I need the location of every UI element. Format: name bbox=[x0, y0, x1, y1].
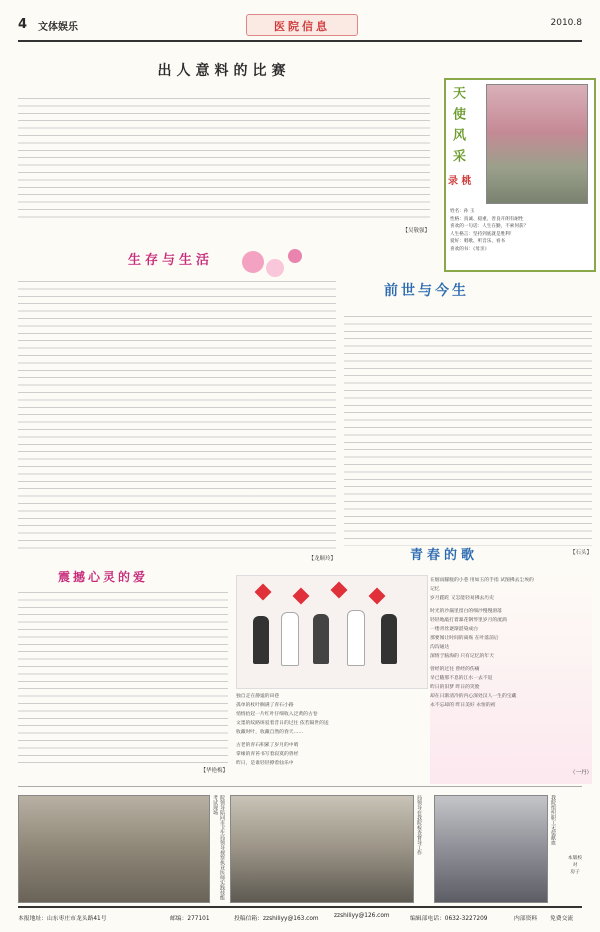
footer-postcode: 邮编：277101 bbox=[170, 916, 210, 922]
footer-email2: zzshiliyy@126.com bbox=[334, 913, 390, 919]
article4-line: 早已随那不息的江水一去不返 bbox=[430, 676, 493, 681]
small-poem-line: 收藏时叶，收藏自然的春天…… bbox=[236, 730, 304, 735]
news-caption: 局领导在我院检查督导工作 bbox=[416, 795, 422, 855]
article4-line: 那要闻让时间的离殇 在叶落前后 bbox=[430, 636, 499, 641]
article5-author: 【华艳梅】 bbox=[200, 768, 228, 774]
profile-motto: 喜欢的一句话：人生在勤，不索何获？ bbox=[450, 224, 529, 229]
news-caption: 我院组织职工无偿献血 bbox=[550, 795, 556, 845]
profile-photo bbox=[486, 84, 588, 204]
proofreader-name: 房子 bbox=[570, 870, 580, 875]
small-poem-line: 古老的青石积累了岁月的中哨 bbox=[236, 743, 299, 748]
article4-lines bbox=[430, 576, 592, 710]
article1-body bbox=[18, 96, 430, 224]
article4-line: 轻轻地敲打着暴花钢琴里岁月的流淌 bbox=[430, 618, 507, 623]
article1-author: 【吴敬强】 bbox=[402, 228, 430, 234]
article4-line: 在烟雨朦胧的小巷 用如玉的手指 试图拂去尘埃的 bbox=[430, 578, 534, 583]
page-number: 4 bbox=[18, 17, 28, 32]
footer-free: 免费交流 bbox=[550, 916, 574, 922]
article4-title: 青春的歌 bbox=[410, 548, 479, 563]
profile-box bbox=[444, 78, 596, 272]
page-header bbox=[18, 8, 582, 40]
article1-title: 出人意料的比赛 bbox=[157, 63, 291, 79]
small-poem-line: 悄悄抬起一片红叶仔细收入泛黄的古卷 bbox=[236, 712, 318, 717]
profile-name: 姓名：孙 玉 bbox=[450, 209, 475, 214]
footer bbox=[18, 906, 582, 926]
news-caption: 院领导陪同市卫生局领导视察执业医师实践技能考试现场 bbox=[212, 795, 225, 900]
article4-line: 一缕青丝逐渐湛染成白 bbox=[430, 627, 478, 632]
proofreader-title: 本版校对 bbox=[567, 856, 583, 868]
issue-date: 2010.8 bbox=[550, 18, 582, 28]
article3-body bbox=[344, 314, 592, 546]
article3-author: 【石头】 bbox=[569, 550, 592, 556]
article4-author: （一丹） bbox=[569, 770, 592, 776]
footer-address: 本报地址：山东枣庄市龙头路41号 bbox=[18, 916, 107, 922]
photo-strip bbox=[18, 786, 582, 905]
article2-author: 【龙顺玲】 bbox=[308, 556, 336, 562]
article2-title: 生存与生活 bbox=[128, 253, 214, 268]
article4-line: 时光的沙漏里留白的细沙慢慢滑落 bbox=[430, 609, 502, 614]
profile-plate: 录 桃 bbox=[448, 176, 472, 187]
profile-info bbox=[450, 208, 590, 253]
proofreader-label bbox=[566, 855, 584, 876]
section-title: 文体娱乐 bbox=[38, 22, 78, 33]
article5-title: 震撼心灵的爱 bbox=[58, 570, 149, 584]
article5-body bbox=[18, 590, 228, 766]
footer-phone: 编辑部电话：0632-3227209 bbox=[410, 916, 488, 922]
small-poem-line: 昨日，是谁轻轻撩着仙乐中 bbox=[236, 761, 294, 766]
profile-hobby: 爱好：唱歌、听音乐、看书 bbox=[450, 239, 506, 244]
article4-line: 记忆 bbox=[430, 587, 440, 592]
small-poem-line: 文墨的纹路斑驳着昔日的过往 依若隔世的送 bbox=[236, 721, 329, 726]
article4-line: 昨日的旧梦 昨日的笑脸 bbox=[430, 685, 480, 690]
profile-banner: 天使风采 bbox=[450, 86, 465, 170]
small-poem bbox=[236, 692, 426, 782]
news-photo bbox=[18, 795, 210, 903]
profile-duty: 性格：真诚、稳重、善良开朗有耐性 bbox=[450, 216, 524, 222]
article4-line: 却在日渐清冷的内心深处汉人一生的宝藏 bbox=[430, 694, 517, 699]
article4-line: 永不忘却的 昨日美好 永恒的初 bbox=[430, 703, 496, 708]
small-poem-line: 掌缘的青苔书写着寂寞的曾经 bbox=[236, 752, 299, 757]
news-photo bbox=[230, 795, 414, 903]
article3 bbox=[344, 280, 592, 562]
article4-line: 深情于脑海的 只有记忆的年天 bbox=[430, 654, 494, 659]
small-poem-line: 孤单的杖叶搁满了青石小路 bbox=[236, 703, 294, 708]
masthead-logo bbox=[246, 14, 358, 36]
heart-photo bbox=[236, 575, 428, 689]
article4-line: 曾经的过往 曾经的伤痛 bbox=[430, 667, 480, 672]
small-poem-line: 独自走在静谧的田巷 bbox=[236, 694, 280, 699]
masthead-text: 医院信息 bbox=[274, 20, 330, 33]
profile-belief: 人生格言：坚持到底就是胜利！ bbox=[450, 231, 515, 237]
article2 bbox=[18, 245, 336, 563]
article5 bbox=[18, 568, 228, 780]
header-rule bbox=[18, 40, 582, 42]
footer-email1: 投稿信箱：zzshiliyy@163.com bbox=[234, 916, 319, 922]
news-photo bbox=[434, 795, 548, 903]
footer-note: 内部资料 bbox=[514, 916, 538, 922]
article3-title: 前世与今生 bbox=[384, 283, 469, 299]
profile-book: 喜欢的书：《母亲》 bbox=[450, 246, 490, 252]
article1 bbox=[18, 60, 430, 238]
article4-line: 岁月蹉跎 又怎能轻易拂去历史 bbox=[430, 596, 494, 601]
article4-line: 沟沟通达 bbox=[430, 645, 450, 650]
article2-body bbox=[18, 279, 336, 551]
